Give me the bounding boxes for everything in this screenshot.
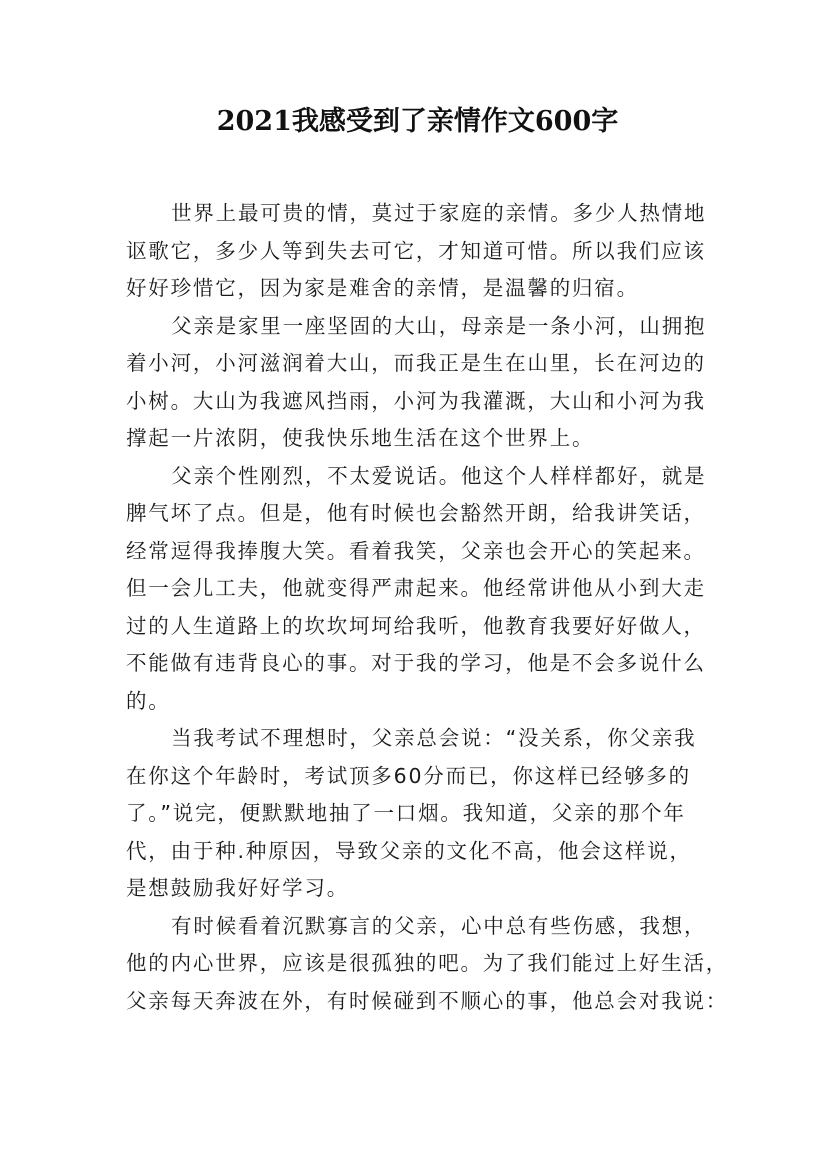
text-line: 父亲是家里一座坚固的大山，母亲是一条小河，山拥抱 <box>171 313 707 338</box>
text-line: 不能做有违背良心的事。对于我的学习，他是不会多说什么 <box>126 651 706 675</box>
paragraph-2 <box>126 308 715 458</box>
text-line: 父亲个性刚烈，不太爱说话。他这个人样样都好，就是 <box>171 463 707 488</box>
text-line: 父亲每天奔波在外，有时候碰到不顺心的事，他总会对我说： <box>126 988 729 1013</box>
text-line: 的。 <box>126 688 171 713</box>
text-line: 好好珍惜它，因为家是难舍的亲情，是温馨的归宿。 <box>126 276 639 300</box>
text-line: 在你这个年龄时，考试顶多60分而已，你这样已经够多的 <box>126 763 691 788</box>
text-line: 脾气坏了点。但是，他有时候也会豁然开朗，给我讲笑话， <box>126 501 706 525</box>
text-line: 经常逗得我捧腹大笑。看着我笑，父亲也会开心的笑起来。 <box>126 538 706 563</box>
text-line: 有时候看着沉默寡言的父亲，心中总有些伤感，我想， <box>171 913 707 938</box>
text-line: 了。”说完，便默默地抽了一口烟。我知道，父亲的那个年 <box>126 801 686 825</box>
text-line: 但一会儿工夫，他就变得严肃起来。他经常讲他从小到大走 <box>126 576 706 600</box>
text-line: 当我考试不理想时，父亲总会说：“没关系，你父亲我 <box>171 726 697 750</box>
text-line: 讴歌它，多少人等到失去可它，才知道可惜。所以我们应该 <box>126 238 706 263</box>
text-line: 过的人生道路上的坎坎坷坷给我听，他教育我要好好做人， <box>126 613 706 638</box>
text-line: 世界上最可贵的情，莫过于家庭的亲情。多少人热情地 <box>171 201 707 225</box>
text-line: 撑起一片浓阴，使我快乐地生活在这个世界上。 <box>126 426 595 450</box>
text-line: 小树。大山为我遮风挡雨，小河为我灌溉，大山和小河为我 <box>126 388 706 413</box>
paragraph-4 <box>126 720 715 908</box>
text-line: 着小河，小河滋润着大山，而我正是生在山里，长在河边的 <box>126 351 706 375</box>
text-line: 他的内心世界，应该是很孤独的吧。为了我们能过上好生活， <box>126 951 729 975</box>
text-line: 代，由于种.种原因，导致父亲的文化不高，他会这样说， <box>126 838 692 863</box>
paragraph-1 <box>126 195 715 308</box>
paragraph-5 <box>126 908 729 1021</box>
paragraph-3 <box>126 458 715 721</box>
document-body <box>126 195 729 1020</box>
text-line: 是想鼓励我好好学习。 <box>126 876 349 900</box>
document-title: 2021我感受到了亲情作文600字 <box>216 106 619 137</box>
